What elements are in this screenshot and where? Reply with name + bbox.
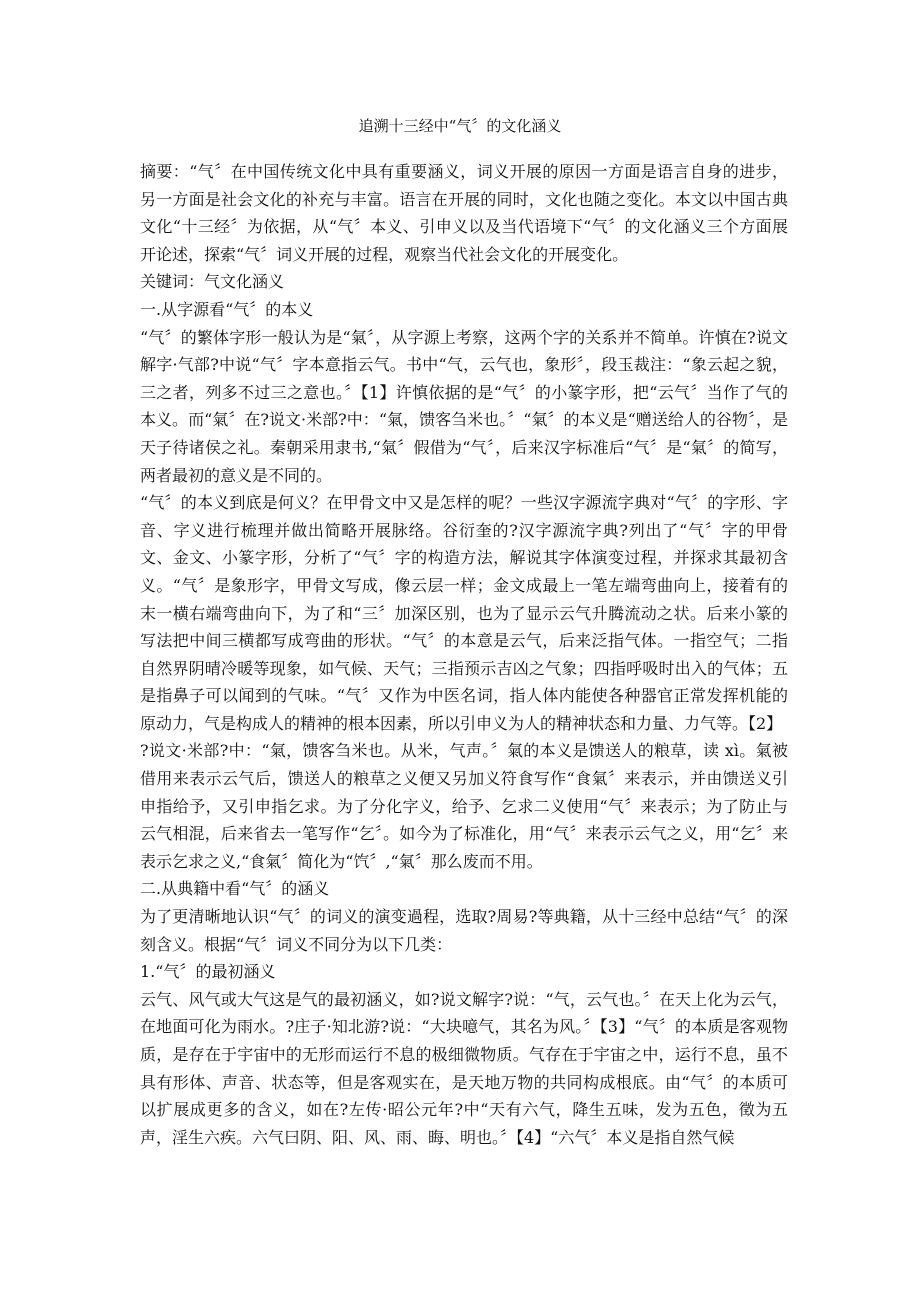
document-title: 追溯十三经中“气〞的文化涵义 — [358, 117, 562, 135]
keywords-line: 关键词：气文化涵义 — [140, 272, 285, 292]
document-body — [140, 158, 788, 1151]
body-paragraph: 为了更清晰地认识“气〞的词义的演变過程，选取?周易?等典籍，从十三经中总结“气〞的深刻含义。根据“气〞词义不同分为以下几类： — [140, 907, 788, 954]
body-paragraph: “气〞的繁体字形一般认为是“氣〞，从字源上考察，这两个字的关系并不简单。许慎在?说文解字·气部?中说“气〞字本意指云气。书中“气，云气也，象形〞，段玉裁注：“象云起之貌，三之者，列多不过三之意也。〞【1】许慎依据的是“气〞的小篆字形，把“云气〞当作了气的本义。而“氣〞在?说文·米部?中：“氣，馈客刍米也。〞“氣〞的本义是“赠送给人的谷物〞，是天子待诸侯之礼。秦朝采用隶书,“氣〞假借为“气〞，后来汉字标准后“气〞是“氣〞的简写，两者最初的意义是不同的。 — [140, 327, 788, 485]
body-paragraph: 云气、风气或大气这是气的最初涵义，如?说文解字?说：“气，云气也。〞在天上化为云气，在地面可化为雨水。?庄子·知北游?说：“大块噫气，其名为风。〞【3】“气〞的本质是客观物质，是存在于宇宙中的无形而运行不息的极细微物质。气存在于宇宙之中，运行不息，虽不具有形体、声音、状态等，但是客观实在，是天地万物的共同构成根底。由“气〞的本质可以扩展成更多的含义，如在?左传·昭公元年?中“天有六气，降生五味，发为五色，徵为五声，淫生六疾。六气曰阴、阳、风、雨、晦、明也。〞【4】“六气〞本义是指自然气候 — [140, 989, 788, 1147]
abstract-paragraph: 摘要：“气〞在中国传统文化中具有重要涵义，词义开展的原因一方面是语言自身的进步，另一方面是社会文化的补充与丰富。语言在开展的同时，文化也随之变化。本文以中国古典文化“十三经〞为依据，从“气〞本义、引申义以及当代语境下“气〞的文化涵义三个方面展开论述，探索“气〞词义开展的过程，观察当代社会文化的开展变化。 — [140, 162, 788, 264]
body-paragraph: ?说文·米部?中：“氣，馈客刍米也。从米，气声。〞氣的本义是馈送人的粮草，读 xì。氣被借用来表示云气后，馈送人的粮草之义便又另加义符食写作“食氣〞来表示，并由馈送义引申指给予，又引申指乞求。为了分化字义，给予、乞求二义使用“气〞来表示；为了防止与云气相混，后来省去一笔写作“乞〞。如今为了标准化，用“气〞来表示云气之义，用“乞〞来表示乞求之义,“食氣〞简化为“饩〞,“氣〞那么废而不用。 — [140, 741, 788, 871]
section-heading-2: 二.从典籍中看“气〞的涵义 — [140, 879, 330, 899]
section-heading-1: 一.从字源看“气〞的本义 — [140, 299, 314, 319]
subsection-heading-1: 1.“气〞的最初涵义 — [140, 962, 276, 982]
body-paragraph: “气〞的本义到底是何义？在甲骨文中又是怎样的呢？一些汉字源流字典对“气〞的字形、字音、字义进行梳理并做出简略开展脉络。谷衍奎的?汉字源流字典?列出了“气〞字的甲骨文、金文、小篆字形，分析了“气〞字的构造方法，解说其字体演变过程，并探求其最初含义。“气〞是象形字，甲骨文写成，像云层一样；金文成最上一笔左端弯曲向上，接着有的末一横右端弯曲向下，为了和“三〞加深区别，也为了显示云气升腾流动之状。后来小篆的写法把中间三横都写成弯曲的形状。“气〞的本意是云气，后来泛指气体。一指空气；二指自然界阴晴冷暖等现象，如气候、天气；三指预示吉凶之气象；四指呼吸时出入的气体；五是指鼻子可以闻到的气味。“气〞又作为中医名词，指人体内能使各种器官正常发挥机能的原动力，气是构成人的精神的根本因素，所以引申义为人的精神状态和力量、力气等。【2】 — [140, 493, 788, 733]
